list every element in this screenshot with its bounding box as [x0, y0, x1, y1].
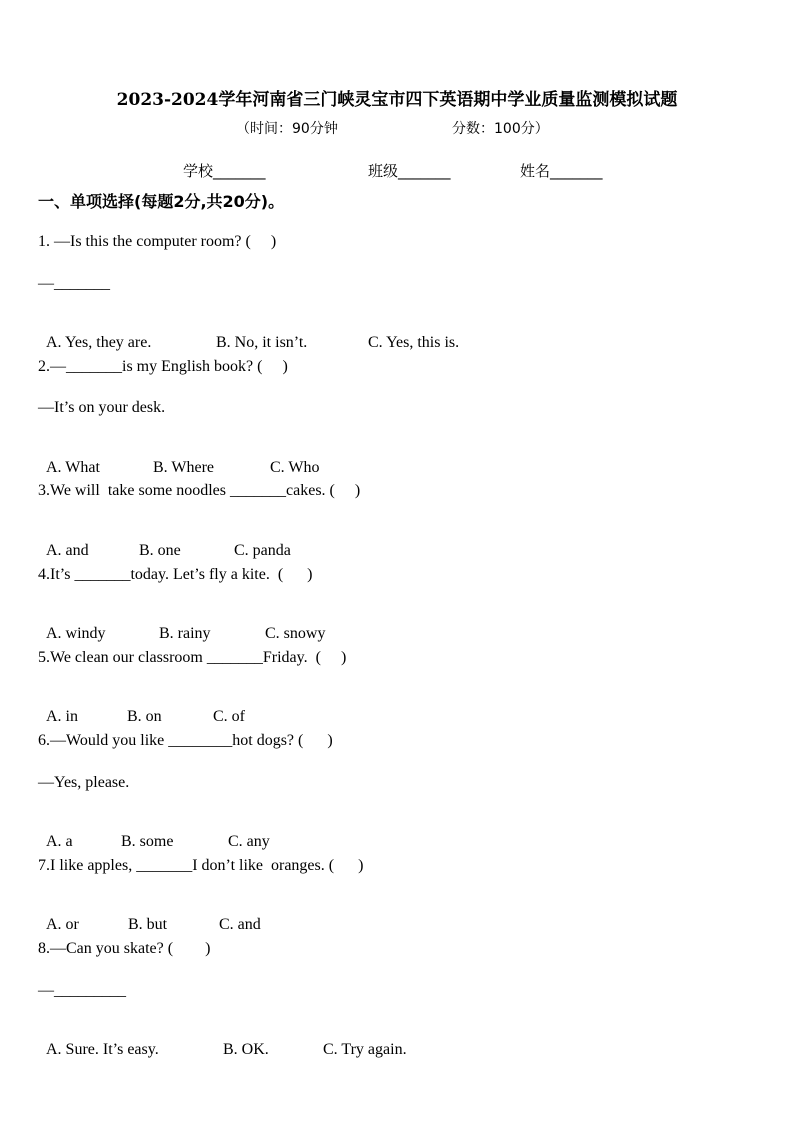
page-title: 2023-2024学年河南省三门峡灵宝市四下英语期中学业质量监测模拟试题 — [116, 90, 678, 110]
option-c: C. snowy — [265, 625, 326, 642]
question-7-stem: 7.I like apples, _______I don’t like oranges. ( ) — [38, 857, 364, 874]
option-b: B. but — [128, 916, 168, 933]
question-2-options — [38, 441, 319, 477]
question-2-reply: —It’s on your desk. — [38, 399, 166, 416]
question-6-stem: 6.—Would you like ________hot dogs? ( ) — [38, 732, 333, 749]
option-a: A. Yes, they are. — [46, 334, 152, 351]
option-a: A. windy — [46, 625, 106, 642]
option-a: A. in — [46, 708, 78, 725]
exam-time: （时间：90分钟 — [236, 121, 338, 137]
question-4-options — [38, 607, 325, 643]
school-field: 学校_______ — [183, 162, 266, 180]
option-b: B. some — [121, 833, 174, 850]
option-c: C. of — [213, 708, 245, 725]
option-c: C. Yes, this is. — [368, 334, 460, 351]
option-a: A. or — [46, 916, 79, 933]
question-6-reply: —Yes, please. — [38, 774, 130, 791]
option-c: C. Who — [270, 459, 320, 476]
option-b: B. OK. — [223, 1041, 269, 1058]
option-b: B. Where — [153, 459, 215, 476]
question-1-options — [38, 316, 459, 352]
question-8-stem: 8.—Can you skate? ( ) — [38, 940, 211, 957]
question-3-stem: 3.We will take some noodles _______cakes. ( ) — [38, 482, 361, 499]
option-a: A. and — [46, 542, 89, 559]
question-1-stem: 1. —Is this the computer room? ( ) — [38, 233, 277, 250]
option-b: B. No, it isn’t. — [216, 334, 308, 351]
question-2-stem: 2.—_______is my English book? ( ) — [38, 358, 288, 375]
option-b: B. on — [127, 708, 162, 725]
class-field: 班级_______ — [368, 162, 451, 180]
question-8-reply: —_________ — [38, 982, 126, 999]
option-c: C. Try again. — [323, 1041, 407, 1058]
option-a: A. Sure. It’s easy. — [46, 1041, 159, 1058]
question-6-options — [38, 815, 270, 851]
option-c: C. panda — [234, 542, 291, 559]
option-c: C. any — [228, 833, 270, 850]
question-5-stem: 5.We clean our classroom _______Friday. ( ) — [38, 649, 347, 666]
question-4-stem: 4.It’s _______today. Let’s fly a kite. ( ) — [38, 566, 313, 583]
section-heading: 一、单项选择(每题2分,共20分)。 — [38, 192, 285, 211]
question-7-options — [38, 898, 261, 934]
option-a: A. a — [46, 833, 73, 850]
question-1-reply: —_______ — [38, 275, 110, 292]
question-3-options — [38, 524, 291, 560]
name-field: 姓名_______ — [520, 162, 603, 180]
question-8-options — [38, 1023, 407, 1059]
option-b: B. one — [139, 542, 181, 559]
exam-score: 分数：100分） — [452, 121, 549, 137]
option-a: A. What — [46, 459, 100, 476]
option-c: C. and — [219, 916, 261, 933]
question-5-options — [38, 690, 245, 726]
option-b: B. rainy — [159, 625, 211, 642]
